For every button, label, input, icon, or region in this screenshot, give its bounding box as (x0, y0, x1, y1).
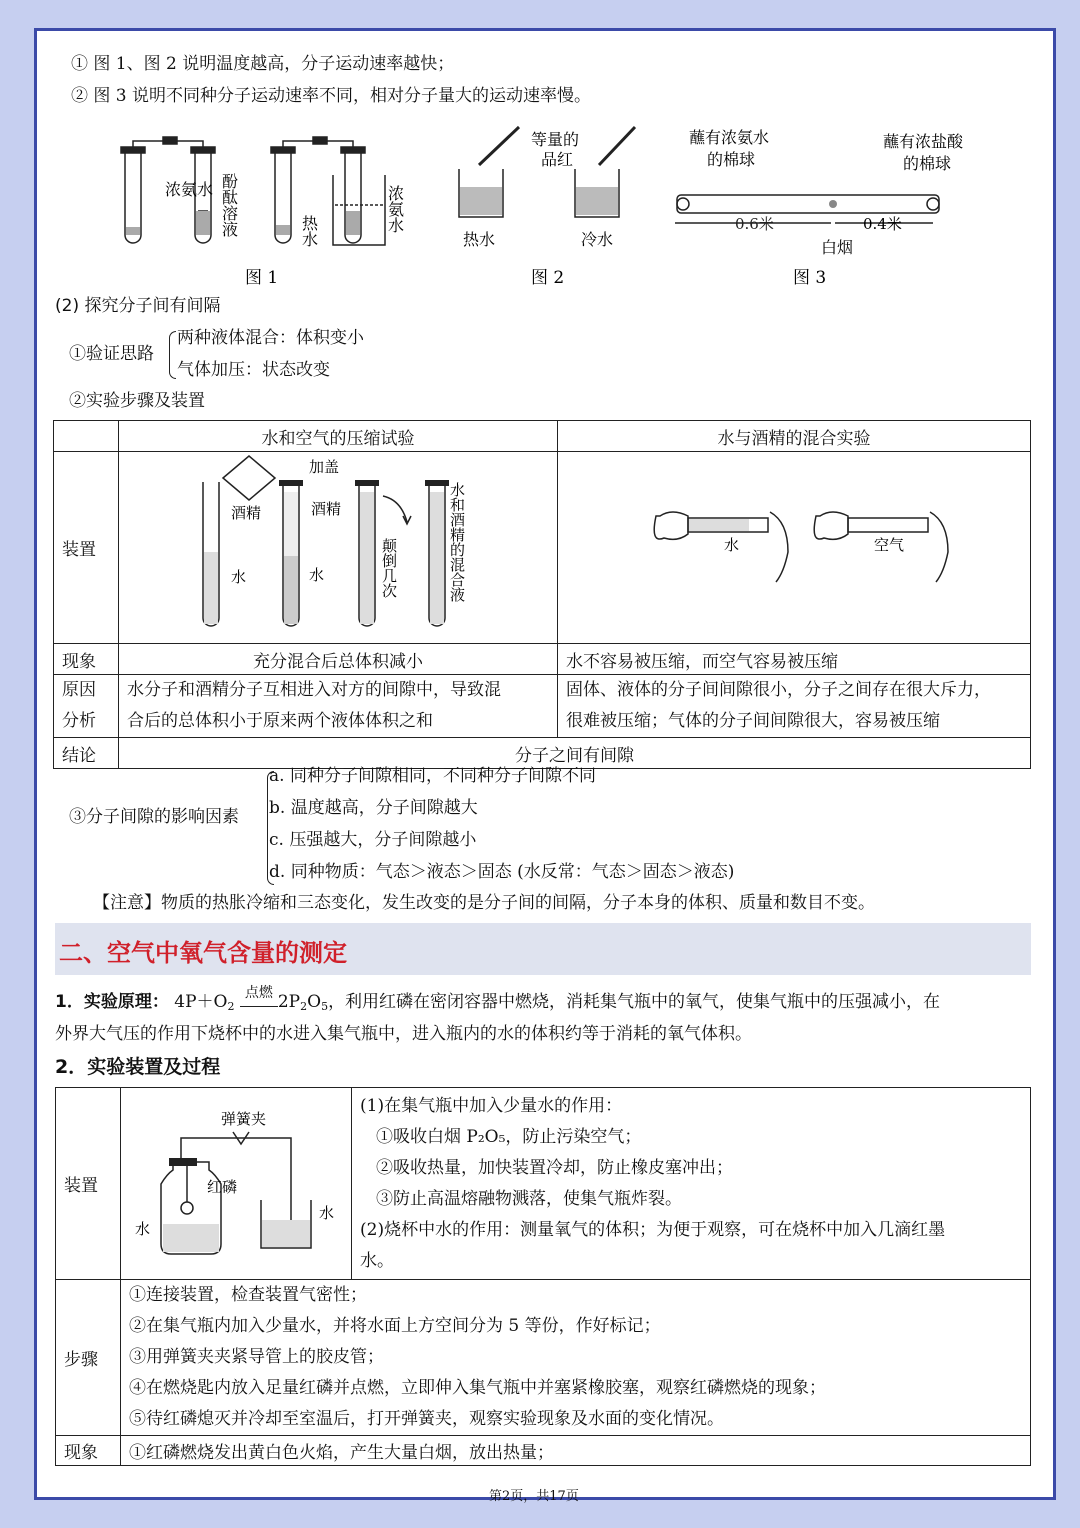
reason-right-line-2: 很难被压缩；气体的分子间间隙很大，容易被压缩 (566, 711, 940, 731)
table1-row-reason (54, 675, 119, 738)
t2-clamp-label: 弹簧夹 (221, 1110, 267, 1128)
fig1-caption: 图 1 (245, 268, 279, 288)
table1-row-phenom: 现象 (54, 644, 119, 675)
table1-row-concl: 结论 (54, 738, 119, 769)
device-text-6: 水。 (360, 1250, 394, 1271)
table2-device-text (352, 1088, 1031, 1280)
principle-label: 1．实验原理： (55, 992, 169, 1012)
gap-steps-label: ②实验步骤及装置 (69, 391, 205, 411)
step-1: ①连接装置，检查装置气密性； (129, 1285, 367, 1305)
step-5: ⑤待红磷熄灭并冷却至室温后，打开弹簧夹，观察实验现象及水面的变化情况。 (129, 1409, 724, 1429)
fig2-top2-label: 品红 (541, 150, 574, 169)
note-text: 【注意】物质的热胀冷缩和三态变化，发生改变的是分子间的间隔，分子本身的体积、质量和数目不变。 (93, 893, 875, 913)
section-2-title: 二、空气中氧气含量的测定 (59, 939, 347, 967)
fig3-dist-left: 0.6米 (735, 215, 774, 233)
principle-line-2: 外界大气压的作用下烧杯中的水进入集气瓶中，进入瓶内的水的体积约等于消耗的氧气体积。 (55, 1024, 752, 1044)
equation-condition (240, 985, 278, 1007)
table1-header-left: 水和空气的压缩试验 (119, 421, 558, 452)
principle-line-1 (55, 985, 941, 1018)
gap-section-heading: (2) 探究分子间有间隔 (55, 296, 221, 316)
eq-sub-5: 5 (321, 1000, 329, 1013)
table1-reason-left (119, 675, 558, 738)
document-page (34, 28, 1056, 1504)
factor-b: b. 温度越高，分子间隙越大 (269, 798, 478, 818)
page-footer: 第2页，共17页 (489, 1489, 579, 1504)
table1-conclusion: 分子之间有间隙 (119, 738, 1031, 769)
device-text-5: (2)烧杯中水的作用：测量氧气的体积；为便于观察，可在烧杯中加入几滴红墨 (360, 1219, 946, 1240)
t1-water-label: 水 (231, 568, 247, 586)
table2-row-phenom: 现象 (56, 1436, 121, 1466)
fig2-top-label: 等量的 (531, 130, 580, 149)
fig2-caption: 图 2 (531, 268, 565, 288)
device-text-4: ③防止高温熔融物溅落，使集气瓶炸裂。 (376, 1188, 682, 1209)
fig3-left-label-2: 的棉球 (707, 150, 756, 169)
device-text-2: ①吸收白烟 P₂O₅，防止污染空气； (376, 1126, 642, 1147)
table1-device-right (558, 452, 1031, 644)
fig3-dist-right: 0.4米 (863, 215, 902, 233)
reason-right-line-1: 固体、液体的分子间间隙很小，分子之间存在很大斥力， (566, 680, 991, 700)
t1-mix-label: 水和酒精的混合液 (448, 482, 466, 602)
table1-row-device: 装置 (54, 452, 119, 644)
equation-right: 2P (277, 992, 301, 1012)
oxygen-experiment-table (55, 1087, 1031, 1466)
t2-water-right-label: 水 (319, 1204, 335, 1222)
t1-alcohol-label: 酒精 (231, 504, 262, 522)
figure-2-pink-diffusion (457, 121, 657, 291)
table1-phenom-right: 水不容易被压缩，而空气容易被压缩 (558, 644, 1031, 675)
t1-lid-label: 加盖 (309, 458, 340, 476)
table1-corner (54, 421, 119, 452)
gap-idea-1: 两种液体混合：体积变小 (177, 328, 364, 348)
section-2-banner (55, 923, 1031, 975)
phosphorus-apparatus-diagram (121, 1088, 351, 1274)
gap-idea-bracket (169, 331, 176, 379)
factors-label: ③分子间隙的影响因素 (69, 807, 239, 827)
step-4: ④在燃烧匙内放入足量红磷并点燃，立即伸入集气瓶中并塞紧橡胶塞，观察红磷燃烧的现象； (129, 1378, 826, 1398)
fig2-cold-label: 冷水 (581, 230, 614, 249)
fig1-hot-water-label: 热水 (299, 215, 319, 247)
reason-label-1: 原因 (62, 680, 96, 700)
t1-syringe-air-label: 空气 (874, 536, 905, 554)
reason-left-line-2: 合后的总体积小于原来两个液体体积之和 (127, 711, 433, 731)
principle-rest: ，利用红磷在密闭容器中燃烧，消耗集气瓶中的氧气，使集气瓶中的压强减小，在 (328, 992, 941, 1012)
figure-3-ammonia-hcl-tube (663, 125, 963, 295)
equation-left: 4P＋O (174, 992, 228, 1012)
intro-line-2: ② 图 3 说明不同种分子运动速率不同，相对分子量大的运动速率慢。 (71, 86, 592, 106)
eq-sub-2a: 2 (227, 1000, 235, 1013)
reason-left-line-1: 水分子和酒精分子互相进入对方的间隙中，导致混 (127, 680, 501, 700)
step-2: ②在集气瓶内加入少量水，并将水面上方空间分为 5 等份，作好标记； (129, 1316, 661, 1336)
fig3-caption: 图 3 (793, 268, 827, 288)
gap-experiment-table (53, 420, 1031, 769)
eq-cond-text: 点燃 (244, 985, 273, 1001)
t1-alcohol2-label: 酒精 (311, 500, 342, 518)
step-3: ③用弹簧夹夹紧导管上的胶皮管； (129, 1347, 384, 1367)
figure-1-ammonia-diffusion (113, 125, 443, 295)
table2-row-device: 装置 (56, 1088, 121, 1280)
table1-reason-right (558, 675, 1031, 738)
gap-idea-2: 气体加压：状态改变 (177, 360, 330, 380)
eq-o: O (307, 992, 322, 1012)
t1-water2-label: 水 (309, 566, 325, 584)
syringe-compression-diagram (558, 452, 1030, 638)
factor-c: c. 压强越大，分子间隙越小 (269, 830, 477, 850)
eq-sub-2b: 2 (300, 1000, 308, 1013)
fig3-right-label-1: 蘸有浓盐酸 (883, 132, 963, 151)
table2-phenom: ①红磷燃烧发出黄白色火焰，产生大量白烟，放出热量； (121, 1436, 1031, 1466)
t2-phosphorus-label: 红磷 (207, 1178, 238, 1196)
apparatus-heading: 2．实验装置及过程 (55, 1056, 221, 1078)
table2-device-diagram (121, 1088, 352, 1280)
fig1-ammonia-label: 浓氨水 (165, 180, 214, 199)
fig1-ammonia2-label: 浓氨水 (385, 185, 405, 233)
reason-label-2: 分析 (62, 711, 96, 731)
intro-line-1: ① 图 1、图 2 说明温度越高，分子运动速率越快； (71, 54, 455, 74)
t1-flip-label: 颠倒几次 (380, 538, 398, 598)
fig1-phenol-label: 酚酞溶液 (219, 173, 239, 237)
t2-water-left-label: 水 (135, 1220, 151, 1238)
factor-d: d. 同种物质：气态＞液态＞固态 (水反常：气态＞固态＞液态) (269, 862, 735, 882)
water-alcohol-mixing-diagram (119, 452, 557, 638)
gap-idea-label: ①验证思路 (69, 344, 154, 364)
device-text-1: (1)在集气瓶中加入少量水的作用： (360, 1095, 623, 1116)
factor-a: a. 同种分子间隙相同，不同种分子间隙不同 (269, 766, 596, 786)
t1-syringe-water-label: 水 (724, 536, 740, 554)
table1-header-right: 水与酒精的混合实验 (558, 421, 1031, 452)
table2-row-steps: 步骤 (56, 1280, 121, 1436)
table1-phenom-left: 充分混合后总体积减小 (119, 644, 558, 675)
table2-steps (121, 1280, 1031, 1436)
fig2-hot-label: 热水 (463, 230, 496, 249)
device-text-3: ②吸收热量，加快装置冷却，防止橡皮塞冲出； (376, 1157, 733, 1178)
table1-device-left (119, 452, 558, 644)
fig3-smoke-label: 白烟 (821, 238, 854, 257)
fig3-right-label-2: 的棉球 (903, 154, 952, 173)
fig3-left-label-1: 蘸有浓氨水 (689, 128, 770, 147)
